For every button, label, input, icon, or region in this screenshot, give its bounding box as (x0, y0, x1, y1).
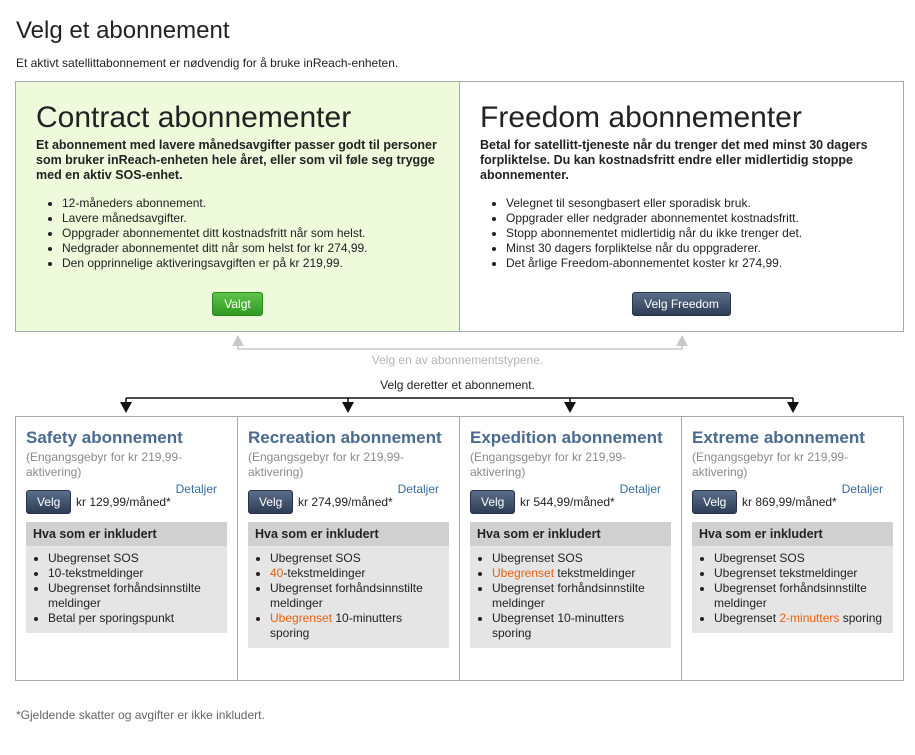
freedom-title: Freedom abonnementer (480, 101, 802, 134)
plan-card-safety (16, 417, 238, 680)
feature-text: 10-tekstmeldinger (48, 566, 144, 580)
select-freedom-button[interactable]: Velg Freedom (632, 292, 731, 316)
highlighted-feature-text: 40 (270, 566, 284, 580)
feature-text: Ubegrenset forhåndsinnstilte meldinger (270, 581, 423, 610)
plan-title: Extreme abonnement (692, 428, 865, 447)
plan-card-expedition (460, 417, 682, 680)
down-arrow-icon (564, 402, 576, 413)
plan-card-extreme (682, 417, 903, 680)
list-item: • Oppgrader eller nedgrader abonnementet kostnadsfritt. (506, 211, 883, 226)
list-item: • Oppgrader abonnementet ditt kostnadsfritt når som helst. (62, 226, 439, 241)
list-item: • 12-måneders abonnement. (62, 196, 439, 211)
up-arrow-icon (676, 335, 688, 346)
included-feature-list (470, 546, 671, 648)
highlighted-feature-text: Ubegrenset (270, 611, 333, 625)
select-plan-button[interactable]: Velg (692, 490, 737, 514)
plan-price: kr 274,99/måned* (298, 495, 393, 509)
contract-title: Contract abonnementer (36, 101, 352, 134)
list-item (270, 611, 441, 641)
plan-activation-fee: (Engangsgebyr for kr 219,99-aktivering) (692, 450, 849, 479)
highlighted-feature-text: Ubegrenset (492, 566, 555, 580)
feature-text: Ubegrenset 10-minutters sporing (492, 611, 625, 640)
tax-footnote: *Gjeldende skatter og avgifter er ikke inkludert. (16, 708, 265, 722)
feature-text: 10-minutters sporing (270, 611, 403, 640)
plan-details-link[interactable]: Detaljer (397, 482, 439, 496)
feature-text: Ubegrenset forhåndsinnstilte meldinger (48, 581, 201, 610)
feature-text: Ubegrenset SOS (714, 551, 805, 565)
contract-type-panel[interactable] (16, 82, 460, 331)
feature-text: Ubegrenset SOS (48, 551, 139, 565)
freedom-description: Betal for satellitt-tjeneste når du trenger det med minst 30 dagers forpliktelse. Du kan kostnadsfritt endre eller midlertidig stoppe abonnementer. (480, 138, 868, 182)
included-feature-list (26, 546, 227, 633)
plan-price-row (248, 482, 449, 514)
page-title: Velg et abonnement (16, 17, 230, 44)
list-item (714, 581, 885, 611)
select-plan-button[interactable]: Velg (248, 490, 293, 514)
included-heading: Hva som er inkludert (692, 522, 893, 546)
list-item (270, 551, 441, 566)
contract-selected-button[interactable]: Valgt (212, 292, 262, 316)
list-item: • Nedgrader abonnementet ditt når som helst for kr 274,99. (62, 241, 439, 256)
list-item: • Den opprinnelige aktiveringsavgiften er på kr 219,99. (62, 256, 439, 271)
plan-details-link[interactable]: Detaljer (841, 482, 883, 496)
list-item: • Det årlige Freedom-abonnementet koster kr 274,99. (506, 256, 883, 271)
feature-text: tekstmeldinger (554, 566, 636, 580)
feature-text: sporing (839, 611, 883, 625)
choose-plan-hint: Velg deretter et abonnement. (380, 378, 535, 392)
feature-text: Ubegrenset SOS (492, 551, 583, 565)
plan-title: Expedition abonnement (470, 428, 663, 447)
up-arrow-icon (232, 335, 244, 346)
plan-price: kr 869,99/måned* (742, 495, 837, 509)
plan-activation-fee: (Engangsgebyr for kr 219,99-aktivering) (26, 450, 183, 479)
plan-price-row (26, 482, 227, 514)
list-item (270, 581, 441, 611)
list-item (714, 611, 885, 626)
feature-text: -tekstmeldinger (283, 566, 366, 580)
down-arrow-icon (342, 402, 354, 413)
plan-price-row (692, 482, 893, 514)
plan-activation-fee: (Engangsgebyr for kr 219,99-aktivering) (248, 450, 405, 479)
select-plan-button[interactable]: Velg (26, 490, 71, 514)
list-item: • Minst 30 dagers forpliktelse når du oppgraderer. (506, 241, 883, 256)
included-features-box (470, 522, 671, 648)
plan-bracket-arrows (120, 398, 799, 413)
included-feature-list (692, 546, 893, 633)
freedom-feature-list (480, 196, 883, 271)
list-item (270, 566, 441, 581)
feature-text: Ubegrenset SOS (270, 551, 361, 565)
list-item: • Velegnet til sesongbasert eller sporadisk bruk. (506, 196, 883, 211)
contract-feature-list (36, 196, 439, 271)
page-subtitle: Et aktivt satellittabonnement er nødvendig for å bruke inReach-enheten. (16, 56, 399, 70)
highlighted-feature-text: 2-minutters (779, 611, 840, 625)
included-heading: Hva som er inkludert (248, 522, 449, 546)
plan-price: kr 544,99/måned* (520, 495, 615, 509)
plan-card-recreation (238, 417, 460, 680)
included-features-box (26, 522, 227, 633)
list-item (714, 566, 885, 581)
selection-flow-diagram (0, 330, 915, 420)
list-item (492, 581, 663, 611)
down-arrow-icon (787, 402, 799, 413)
plan-price: kr 129,99/måned* (76, 495, 171, 509)
plan-price-row (470, 482, 671, 514)
list-item (48, 566, 219, 581)
list-item: • Stopp abonnementet midlertidig når du ikke trenger det. (506, 226, 883, 241)
feature-text: Betal per sporingspunkt (48, 611, 175, 625)
included-heading: Hva som er inkludert (470, 522, 671, 546)
plan-details-link[interactable]: Detaljer (175, 482, 217, 496)
list-item: • Lavere månedsavgifter. (62, 211, 439, 226)
included-heading: Hva som er inkludert (26, 522, 227, 546)
feature-text: Ubegrenset forhåndsinnstilte meldinger (492, 581, 645, 610)
choose-type-hint: Velg en av abonnementstypene. (371, 353, 544, 367)
plan-details-link[interactable]: Detaljer (619, 482, 661, 496)
freedom-type-panel[interactable] (460, 82, 903, 331)
included-features-box (248, 522, 449, 648)
type-bracket-arrows (232, 335, 688, 349)
select-plan-button[interactable]: Velg (470, 490, 515, 514)
feature-text: Ubegrenset tekstmeldinger (714, 566, 858, 580)
plan-title: Safety abonnement (26, 428, 183, 447)
list-item (492, 566, 663, 581)
list-item (48, 581, 219, 611)
feature-text: Ubegrenset forhåndsinnstilte meldinger (714, 581, 867, 610)
list-item (714, 551, 885, 566)
contract-description: Et abonnement med lavere månedsavgifter passer godt til personer som bruker inReach-enheten hele året, eller som vil føle seg trygge med en aktiv SOS-enhet. (36, 138, 437, 182)
plan-activation-fee: (Engangsgebyr for kr 219,99-aktivering) (470, 450, 627, 479)
included-feature-list (248, 546, 449, 648)
down-arrow-icon (120, 402, 132, 413)
included-features-box (692, 522, 893, 633)
list-item (492, 551, 663, 566)
feature-text: Ubegrenset (714, 611, 780, 625)
plan-list (15, 416, 904, 681)
plan-title: Recreation abonnement (248, 428, 442, 447)
list-item (48, 551, 219, 566)
list-item (492, 611, 663, 641)
list-item (48, 611, 219, 626)
subscription-type-selector (15, 81, 904, 332)
